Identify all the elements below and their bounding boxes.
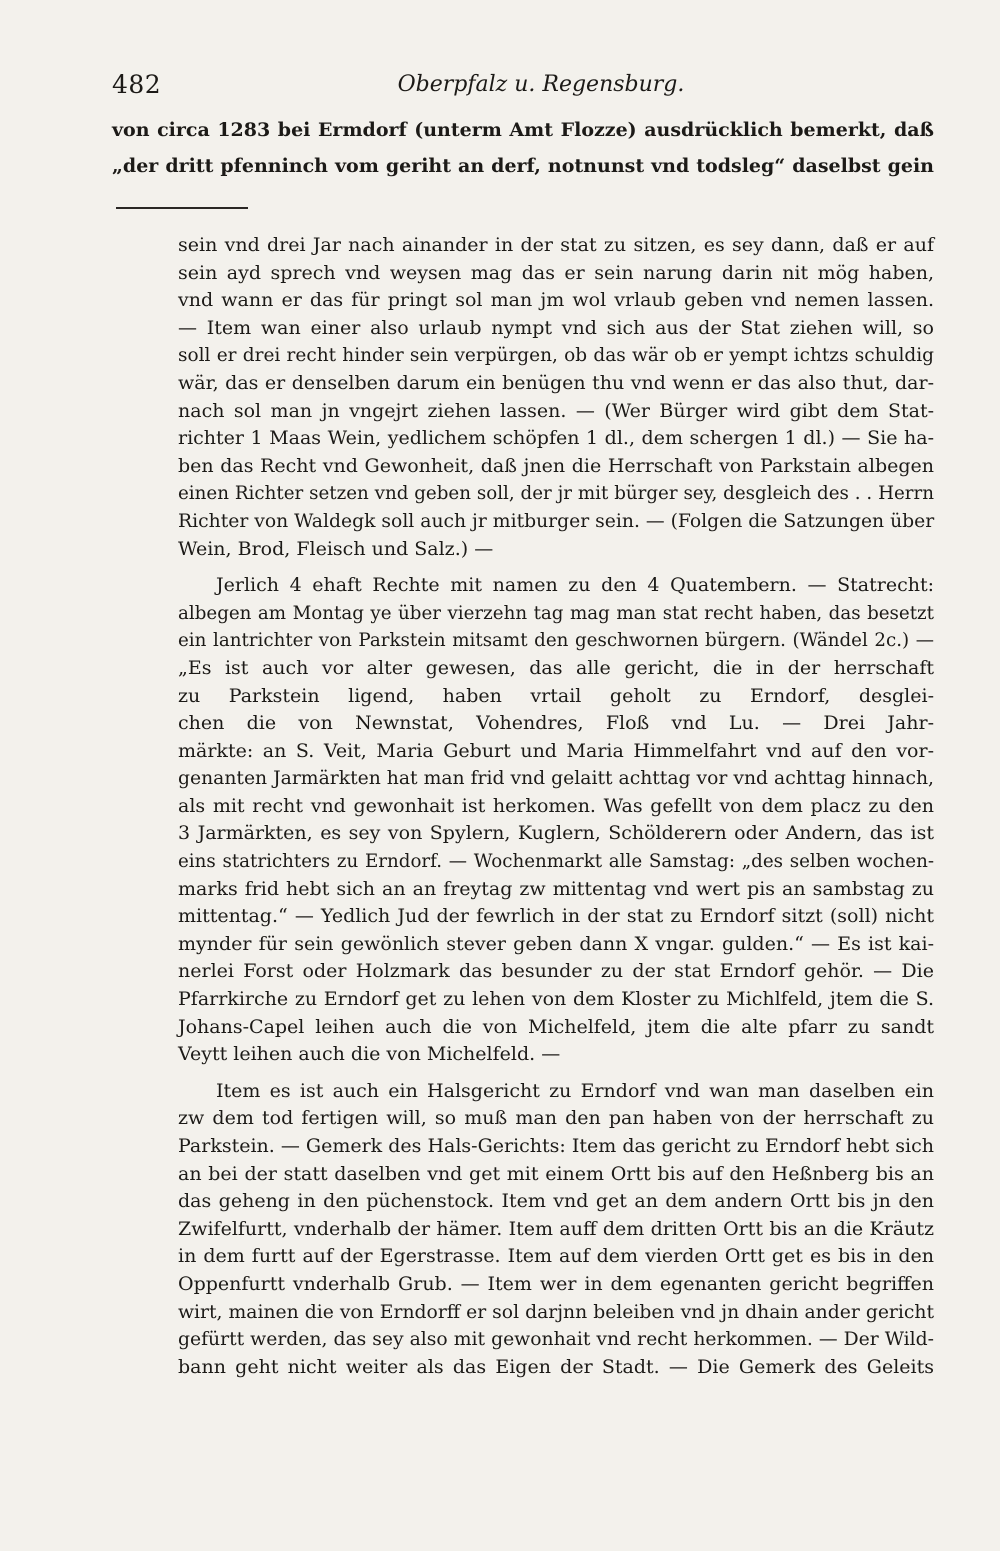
footnote-line: einen Richter setzen vnd geben soll, der jr mit bürger sey, desgleich des . . Herrn bbox=[178, 483, 934, 505]
footnote-line: ben das Recht vnd Gewonheit, daß jnen die Herrschaft von Parkstain albegen bbox=[178, 454, 934, 477]
footnote-line: chen die von Newnstat, Vohendres, Floß vnd Lu. — Drei Jahr- bbox=[178, 712, 934, 735]
footnote-line: eins statrichters zu Erndorf. — Wochenmarkt alle Samstag: „des selben wochen- bbox=[178, 851, 934, 873]
footnote-line: „Es ist auch vor alter gewesen, das alle gericht, die in der herrschaft bbox=[178, 656, 934, 679]
footnote-line: — Item wan einer also urlaub nympt vnd sich aus der Stat ziehen will, so bbox=[178, 316, 934, 339]
footnote-line: Pfarrkirche zu Erndorf get zu lehen von dem Kloster zu Michlfeld, jtem die S. bbox=[178, 988, 934, 1011]
footnote-line: Johans-Capel leihen auch die von Michelfeld, jtem die alte pfarr zu sandt bbox=[178, 1015, 934, 1038]
footnote-line: vnd wann er das für pringt sol man jm wol vrlaub geben vnd nemen lassen. bbox=[178, 289, 934, 312]
footnote-line: sein ayd sprech vnd weysen mag das er sein narung darin nit mög haben, bbox=[178, 261, 934, 284]
running-title: Oberpfalz u. Regensburg. bbox=[397, 72, 685, 97]
footnote-line: marks frid hebt sich an an freytag zw mittentag vnd wert pis an sambstag zu bbox=[178, 877, 934, 900]
footnote-line: Item es ist auch ein Halsgericht zu Erndorf vnd wan man daselben ein bbox=[216, 1079, 934, 1102]
footnote-line: Richter von Waldegk soll auch jr mitburger sein. — (Folgen die Satzungen über bbox=[178, 510, 935, 532]
page-header bbox=[112, 66, 930, 106]
footnote-line: Veytt leihen auch die von Michelfeld. — bbox=[178, 1043, 561, 1066]
footnote-line: mittentag.“ — Yedlich Jud der fewrlich in der stat zu Erndorf sitzt (soll) nicht bbox=[178, 905, 934, 928]
main-text-line: „der dritt pfenninch vom geriht an derf, notnunst vnd todsleg“ daselbst gein bbox=[112, 155, 934, 177]
footnote-line: mynder für sein gewönlich stever geben dann X vngar. gulden.“ — Es ist kai- bbox=[178, 932, 934, 955]
footnote-line: Jerlich 4 ehaft Rechte mit namen zu den 4 Quatembern. — Statrecht: bbox=[216, 574, 934, 597]
footnote-line: Oppenfurtt vnderhalb Grub. — Item wer in dem egenanten gericht begriffen bbox=[178, 1272, 934, 1295]
footnote-line: wär, das er denselben darum ein benügen thu vnd wenn er das also thut, dar- bbox=[178, 371, 934, 394]
footnote-line: soll er drei recht hinder sein verpürgen, ob das wär ob er yempt ichtzs schuldig bbox=[178, 345, 934, 367]
footnote-paragraph bbox=[178, 232, 934, 563]
footnote-line: nerlei Forst oder Holzmark das besunder zu der stat Erndorf gehör. — Die bbox=[178, 960, 934, 983]
footnote-line: ein lantrichter von Parkstein mitsamt den geschwornen bürgern. (Wändel 2c.) — bbox=[178, 630, 934, 652]
main-text-line: von circa 1283 bei Ermdorf (unterm Amt Flozze) ausdrücklich bemerkt, daß bbox=[112, 119, 934, 141]
footnote-line: genanten Jarmärkten hat man frid vnd gelaitt achttag vor vnd achttag hinnach, bbox=[178, 768, 934, 790]
footnote-line: 3 Jarmärkten, es sey von Spylern, Kuglern, Schölderern oder Andern, das ist bbox=[178, 822, 934, 845]
footnote-line: nach sol man jn vngejrt ziehen lassen. — (Wer Bürger wird gibt dem Stat- bbox=[178, 399, 934, 422]
footnote-line: zu Parkstein ligend, haben vrtail geholt zu Erndorf, desglei- bbox=[178, 684, 934, 707]
footnote-line: Wein, Brod, Fleisch und Salz.) — bbox=[178, 537, 494, 560]
footnote-line: Parkstein. — Gemerk des Hals-Gerichts: Item das gericht zu Erndorf hebt sich bbox=[178, 1135, 934, 1157]
page-number: 482 bbox=[112, 70, 162, 99]
footnote-line: sein vnd drei Jar nach ainander in der stat zu sitzen, es sey dann, daß er auf bbox=[178, 234, 934, 256]
footnote-line: als mit recht vnd gewonhait ist herkomen. Was gefellt von dem placz zu den bbox=[178, 794, 934, 817]
footnote bbox=[178, 232, 934, 1381]
footnote-line: bann geht nicht weiter als das Eigen der Stadt. — Die Gemerk des Geleits bbox=[178, 1355, 934, 1378]
footnote-line: richter 1 Maas Wein, yedlichem schöpfen 1 dl., dem schergen 1 dl.) — Sie ha- bbox=[178, 427, 934, 450]
footnote-line: märkte: an S. Veit, Maria Geburt und Maria Himmelfahrt vnd auf den vor- bbox=[178, 739, 934, 762]
footnote-line: das geheng in den püchenstock. Item vnd get an dem andern Ortt bis jn den bbox=[178, 1190, 934, 1213]
main-text bbox=[112, 112, 934, 184]
footnote-paragraph bbox=[178, 1078, 934, 1382]
footnote-line: albegen am Montag ye über vierzehn tag mag man stat recht haben, das besetzt bbox=[178, 602, 934, 624]
footnote-line: in dem furtt auf der Egerstrasse. Item auf dem vierden Ortt get es bis in den bbox=[178, 1245, 934, 1268]
footnote-separator bbox=[116, 207, 248, 209]
footnote-line: zw dem tod fertigen will, so muß man den pan haben von der herrschaft zu bbox=[178, 1107, 934, 1130]
footnote-line: an bei der statt daselben vnd get mit einem Ortt bis auf den Heßnberg bis an bbox=[178, 1162, 934, 1185]
footnote-line: gefürtt werden, das sey also mit gewonhait vnd recht herkommen. — Der Wild- bbox=[178, 1329, 934, 1351]
footnote-line: Zwifelfurtt, vnderhalb der hämer. Item auff dem dritten Ortt bis an die Kräutz bbox=[178, 1217, 934, 1240]
footnote-paragraph bbox=[178, 572, 934, 1069]
footnote-line: wirt, mainen die von Erndorff er sol darjnn beleiben vnd jn dhain ander gericht bbox=[178, 1301, 934, 1323]
